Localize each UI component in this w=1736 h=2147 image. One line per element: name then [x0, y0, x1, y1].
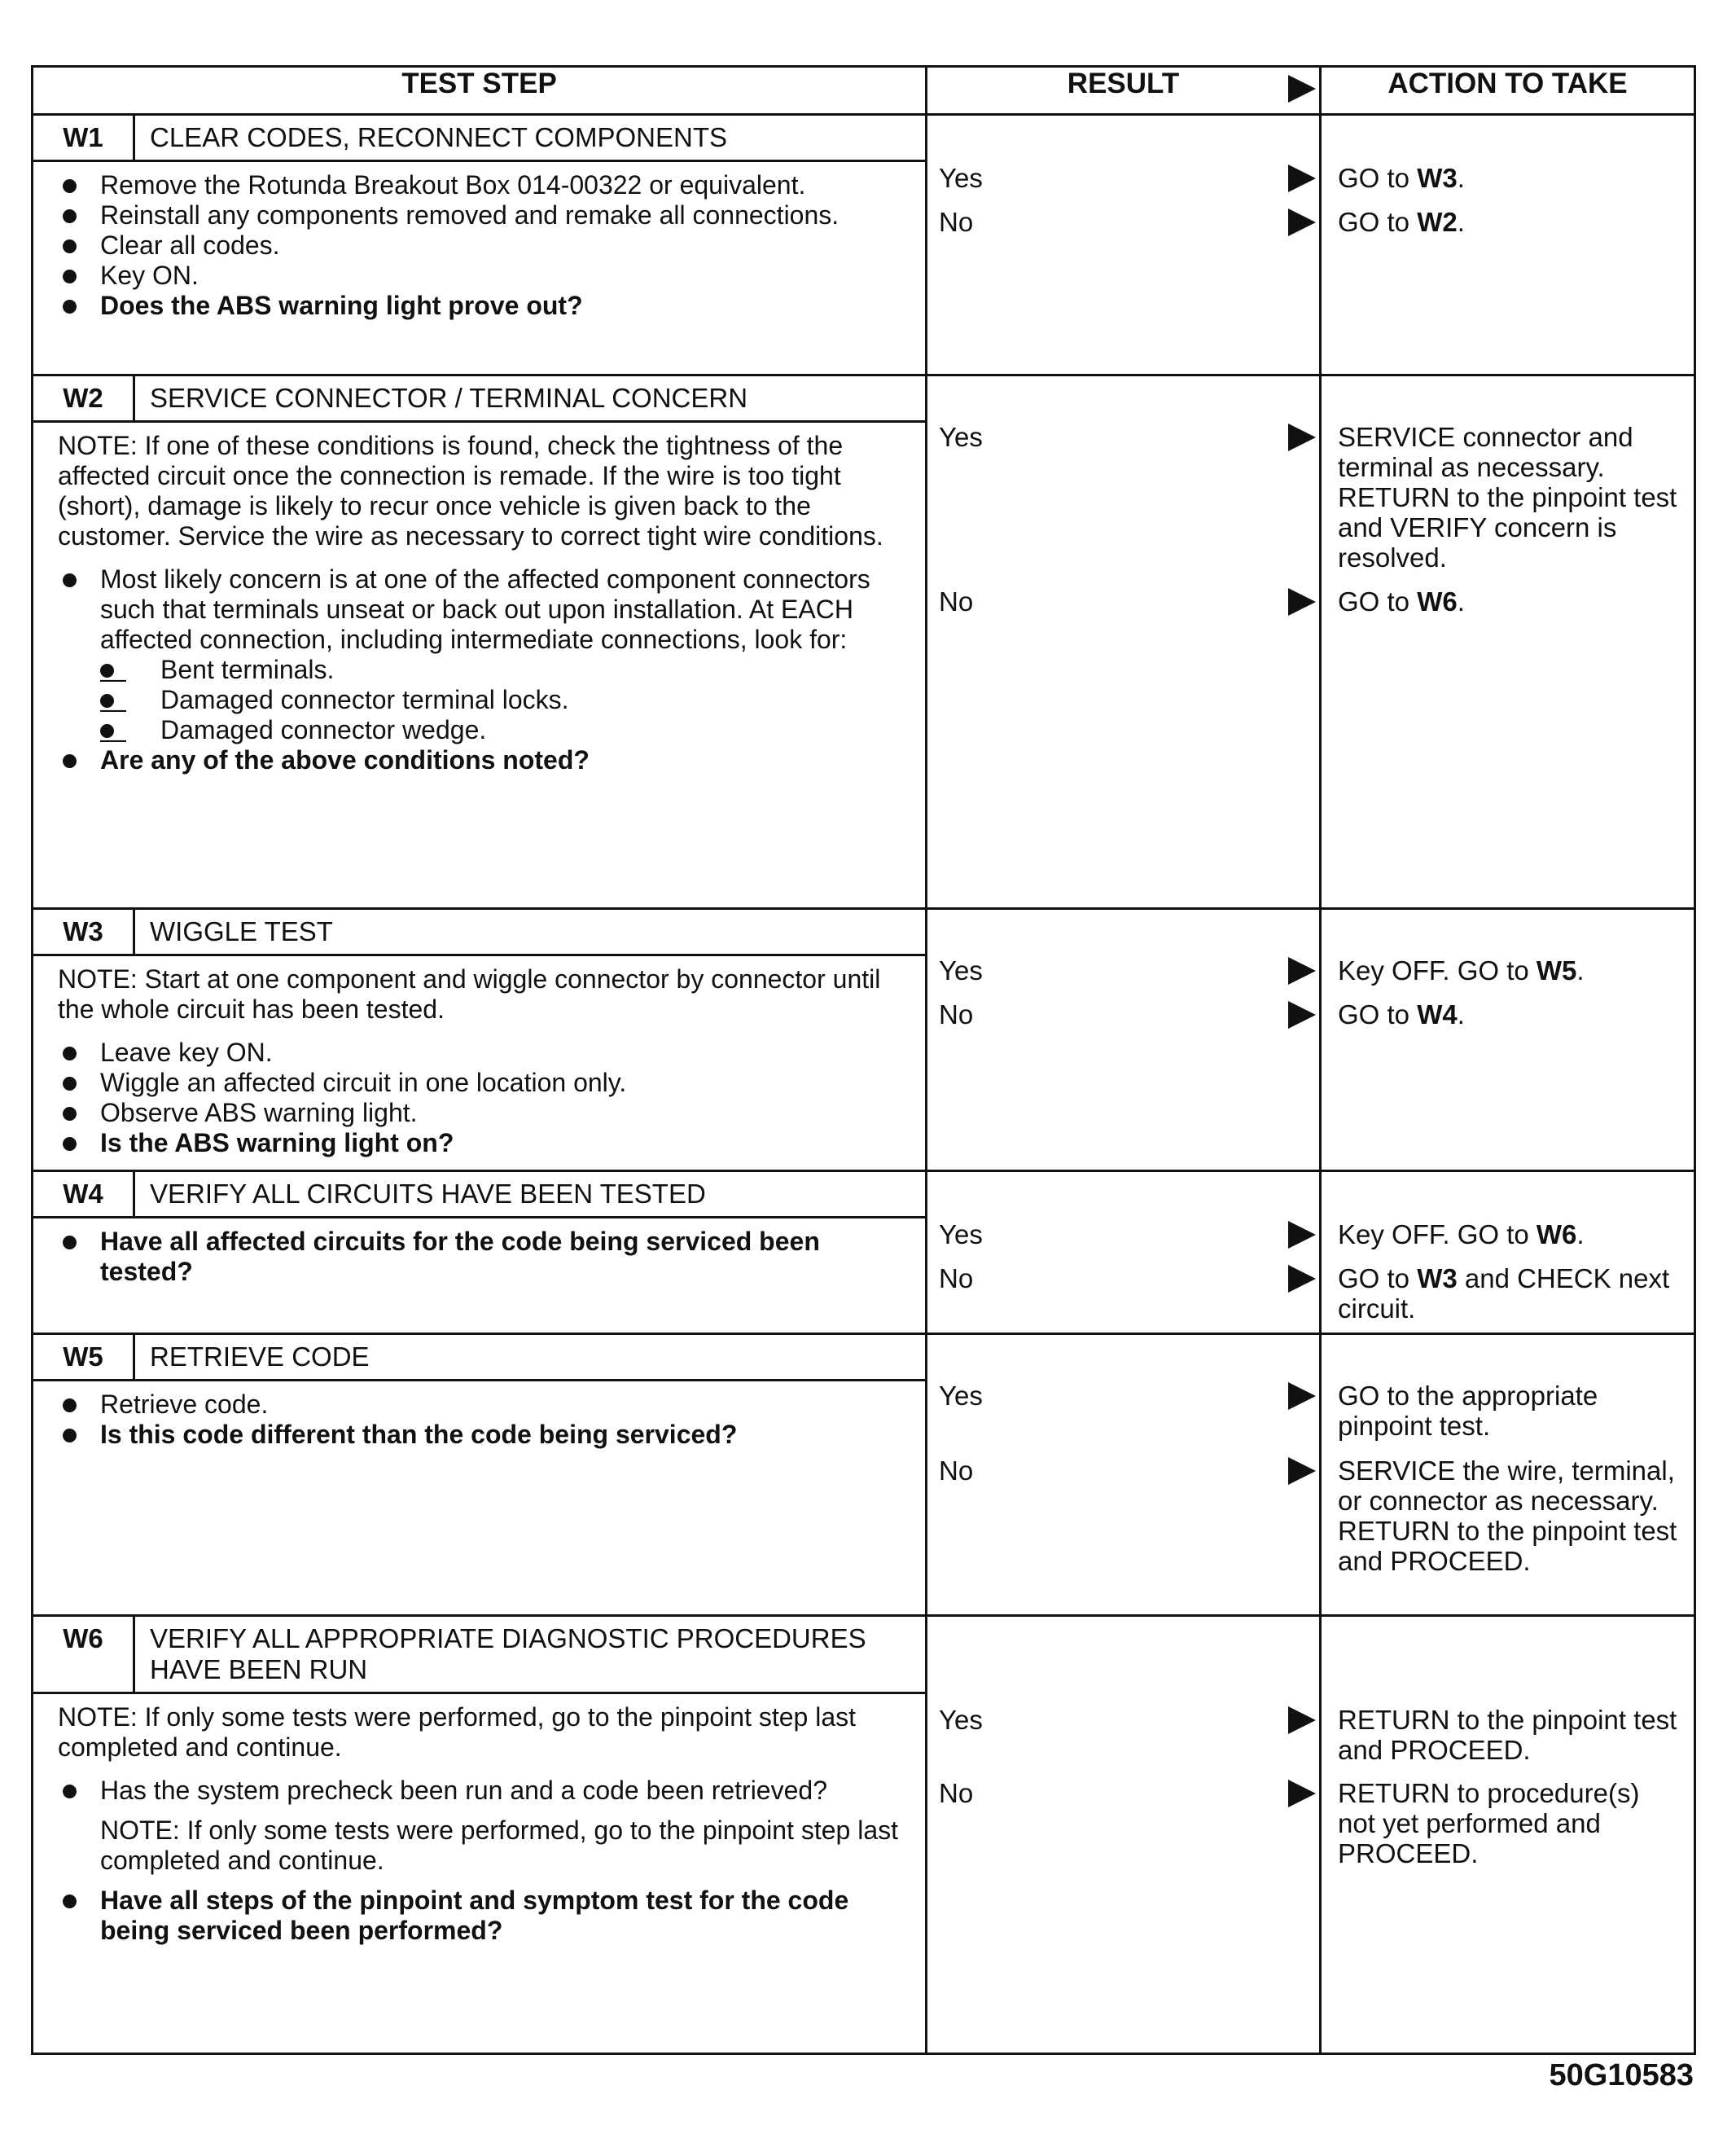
- step-body: [33, 1694, 925, 1957]
- header-result: [927, 67, 1321, 115]
- arrow-right-icon: [1288, 588, 1316, 616]
- bullet-item: Observe ABS warning light.: [50, 1098, 910, 1128]
- result-cell: [927, 1616, 1321, 2054]
- step-note: NOTE: If one of these conditions is found, check the tightness of the affected circuit once the connection is remade. If the wire is too tight (short), damage is likely to recur once vehicle is given back to the customer. Service the wire as necessary to correct tight wire conditions.: [58, 431, 883, 551]
- arrow-right-icon: [1288, 1265, 1316, 1293]
- step-row-w6: [33, 1616, 1695, 2054]
- step-id: W5: [33, 1335, 135, 1379]
- action-yes: [1338, 1219, 1684, 1249]
- step-cell: [33, 1616, 927, 2054]
- result-label: Yes: [939, 1381, 983, 1411]
- action-no: SERVICE the wire, terminal, or connector as necessary. RETURN to the pinpoint test and PROCEED.: [1338, 1455, 1677, 1576]
- header-test-step: TEST STEP: [33, 67, 927, 115]
- action-cell: [1321, 115, 1695, 375]
- action-tail: .: [1576, 1219, 1585, 1249]
- action-yes: RETURN to the pinpoint test and PROCEED.: [1338, 1705, 1677, 1765]
- step-title: SERVICE CONNECTOR / TERMINAL CONCERN: [150, 383, 748, 413]
- bullet-item: [50, 1776, 910, 1876]
- arrow-right-icon: [1288, 1706, 1316, 1734]
- dash-list: [100, 655, 910, 745]
- bullet-item: Wiggle an affected circuit in one location only.: [50, 1068, 910, 1098]
- action-cell: [1321, 1616, 1695, 2054]
- action-yes: GO to the appropriate pinpoint test.: [1338, 1381, 1598, 1441]
- step-id: W3: [33, 910, 135, 954]
- result-no: [939, 1263, 1319, 1296]
- result-label: No: [939, 1263, 974, 1293]
- action-yes: [1338, 955, 1684, 986]
- figure-id: 50G10583: [1549, 2058, 1694, 2092]
- bullet-list: [50, 170, 910, 321]
- action-cell: [1321, 1171, 1695, 1334]
- step-header: [33, 116, 925, 162]
- result-cell: [927, 1334, 1321, 1616]
- step-body: [33, 956, 925, 1170]
- action-cell: [1321, 1334, 1695, 1616]
- bullet-list: [50, 1038, 910, 1158]
- arrow-right-icon: [1288, 957, 1316, 985]
- bullet-item: Reinstall any components removed and remake all connections.: [50, 200, 910, 231]
- result-yes: [939, 163, 1319, 195]
- result-no: [939, 207, 1319, 239]
- arrow-right-icon: [1288, 1780, 1316, 1807]
- action-cell: [1321, 909, 1695, 1171]
- bullet-item: Retrieve code.: [50, 1390, 910, 1420]
- arrow-right-icon: [1288, 75, 1316, 103]
- step-row-w2: [33, 375, 1695, 909]
- header-action: ACTION TO TAKE: [1321, 67, 1695, 115]
- arrow-right-icon: [1288, 1221, 1316, 1249]
- action-step-ref: W6: [1417, 586, 1458, 617]
- arrow-right-icon: [1288, 1001, 1316, 1029]
- result-label: Yes: [939, 1219, 983, 1249]
- step-title: VERIFY ALL APPROPRIATE DIAGNOSTIC PROCEDURES HAVE BEEN RUN: [150, 1623, 866, 1684]
- action-step-ref: W5: [1536, 955, 1577, 986]
- arrow-right-icon: [1288, 209, 1316, 236]
- action-step-ref: W2: [1417, 207, 1458, 237]
- bullet-list: [50, 564, 910, 775]
- step-row-w3: [33, 909, 1695, 1171]
- action-yes: SERVICE connector and terminal as necessary. RETURN to the pinpoint test and VERIFY concern is resolved.: [1338, 422, 1677, 573]
- step-question: Have all affected circuits for the code being serviced been tested?: [50, 1227, 910, 1287]
- bullet-text: Has the system precheck been run and a code been retrieved?: [100, 1776, 827, 1805]
- action-tail: and CHECK next circuit.: [1338, 1263, 1670, 1324]
- step-header: [33, 1617, 925, 1694]
- bullet-item: [50, 564, 910, 745]
- step-header: [33, 376, 925, 423]
- step-note: NOTE: If only some tests were performed, go to the pinpoint step last completed and continue.: [58, 1702, 857, 1762]
- result-no: [939, 999, 1319, 1032]
- result-yes: [939, 1381, 1319, 1413]
- bullet-list: [50, 1390, 910, 1450]
- step-title: VERIFY ALL CIRCUITS HAVE BEEN TESTED: [150, 1179, 706, 1209]
- action-text: Key OFF. GO to: [1338, 955, 1537, 986]
- result-yes: [939, 1219, 1319, 1252]
- result-label: No: [939, 1455, 974, 1486]
- arrow-right-icon: [1288, 165, 1316, 192]
- action-step-ref: W6: [1536, 1219, 1577, 1249]
- action-step-ref: W4: [1417, 999, 1458, 1030]
- action-step-ref: W3: [1417, 1263, 1458, 1293]
- step-question: Are any of the above conditions noted?: [50, 745, 910, 775]
- arrow-right-icon: [1288, 1382, 1316, 1410]
- result-yes: [939, 1705, 1319, 1737]
- result-label: No: [939, 999, 974, 1030]
- step-row-w1: [33, 115, 1695, 375]
- bullet-list: [50, 1776, 910, 1946]
- action-tail: .: [1576, 955, 1585, 986]
- step-row-w4: [33, 1171, 1695, 1334]
- result-cell: [927, 115, 1321, 375]
- action-step-ref: W3: [1417, 163, 1458, 193]
- action-no: [1338, 1263, 1684, 1324]
- result-cell: [927, 1171, 1321, 1334]
- step-header: [33, 1172, 925, 1218]
- result-label: Yes: [939, 1705, 983, 1735]
- step-cell: [33, 115, 927, 375]
- bullet-item: Remove the Rotunda Breakout Box 014-00322 or equivalent.: [50, 170, 910, 200]
- step-body: [33, 423, 925, 787]
- dash-item: — Damaged connector wedge.: [100, 715, 910, 745]
- bullet-item: Clear all codes.: [50, 231, 910, 261]
- step-note: NOTE: Start at one component and wiggle connector by connector until the whole circuit has been tested.: [58, 964, 881, 1024]
- result-yes: [939, 955, 1319, 988]
- dash-item: — Bent terminals.: [100, 655, 910, 685]
- header-row: [33, 67, 1695, 115]
- step-question: Is this code different than the code being serviced?: [50, 1420, 910, 1450]
- action-tail: .: [1457, 163, 1465, 193]
- header-result-label: RESULT: [1067, 68, 1180, 99]
- bullet-item: Key ON.: [50, 261, 910, 291]
- arrow-right-icon: [1288, 424, 1316, 451]
- result-cell: [927, 375, 1321, 909]
- step-subnote: NOTE: If only some tests were performed, go to the pinpoint step last completed and continue.: [100, 1816, 899, 1875]
- result-no: [939, 1455, 1319, 1488]
- action-no: [1338, 586, 1684, 617]
- action-text: GO to: [1338, 1263, 1418, 1293]
- action-tail: .: [1457, 207, 1465, 237]
- result-label: No: [939, 207, 974, 237]
- step-title: RETRIEVE CODE: [150, 1341, 370, 1372]
- step-cell: [33, 1171, 927, 1334]
- result-label: Yes: [939, 422, 983, 452]
- result-label: Yes: [939, 955, 983, 986]
- diagnostic-table-sheet: [31, 65, 1694, 2055]
- result-label: No: [939, 586, 974, 617]
- step-id: W4: [33, 1172, 135, 1216]
- result-label: Yes: [939, 163, 983, 193]
- action-no: [1338, 999, 1684, 1030]
- step-header: [33, 1335, 925, 1381]
- step-cell: [33, 1334, 927, 1616]
- action-text: GO to: [1338, 163, 1418, 193]
- action-text: GO to: [1338, 207, 1418, 237]
- step-title: WIGGLE TEST: [150, 916, 333, 946]
- action-yes: [1338, 163, 1684, 193]
- bullet-item: Leave key ON.: [50, 1038, 910, 1068]
- action-text: GO to: [1338, 999, 1418, 1030]
- result-no: [939, 586, 1319, 619]
- step-body: [33, 162, 925, 332]
- step-id: W2: [33, 376, 135, 420]
- diagnostic-table: [31, 65, 1696, 2055]
- step-cell: [33, 375, 927, 909]
- action-tail: .: [1457, 999, 1465, 1030]
- arrow-right-icon: [1288, 1457, 1316, 1485]
- step-header: [33, 910, 925, 956]
- step-question: Is the ABS warning light on?: [50, 1128, 910, 1158]
- action-text: Key OFF. GO to: [1338, 1219, 1537, 1249]
- step-row-w5: [33, 1334, 1695, 1616]
- result-cell: [927, 909, 1321, 1171]
- result-no: [939, 1778, 1319, 1811]
- result-yes: [939, 422, 1319, 454]
- result-label: No: [939, 1778, 974, 1808]
- action-no: [1338, 207, 1684, 237]
- step-question: Does the ABS warning light prove out?: [50, 291, 910, 321]
- step-id: W6: [33, 1617, 135, 1692]
- action-tail: .: [1457, 586, 1465, 617]
- step-body: [33, 1381, 925, 1461]
- action-no: RETURN to procedure(s) not yet performed and PROCEED.: [1338, 1778, 1640, 1868]
- bullet-text: Most likely concern is at one of the affected component connectors such that terminals unseat or back out upon installation. At EACH affected connection, including intermediate connections, look for:: [100, 564, 870, 654]
- step-id: W1: [33, 116, 135, 160]
- step-title: CLEAR CODES, RECONNECT COMPONENTS: [150, 122, 727, 152]
- action-cell: [1321, 375, 1695, 909]
- step-body: [33, 1218, 925, 1298]
- action-text: GO to: [1338, 586, 1418, 617]
- step-question: Have all steps of the pinpoint and symptom test for the code being serviced been performed?: [50, 1886, 910, 1946]
- bullet-list: [50, 1227, 910, 1287]
- dash-item: — Damaged connector terminal locks.: [100, 685, 910, 715]
- step-cell: [33, 909, 927, 1171]
